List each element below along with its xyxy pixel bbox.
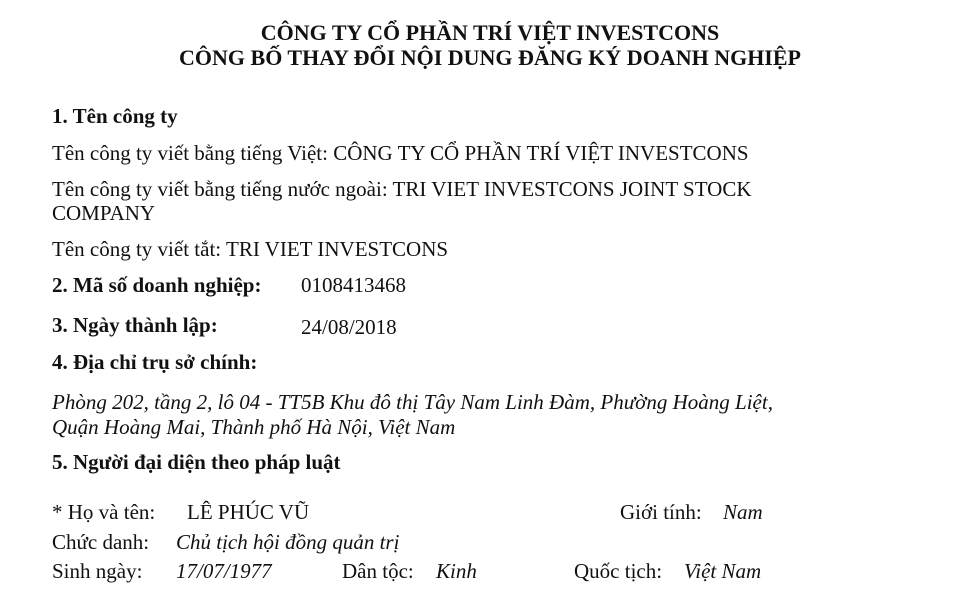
address-line2: Quận Hoàng Mai, Thành phố Hà Nội, Việt Nam [52, 415, 456, 439]
section5-heading: 5. Người đại diện theo pháp luật [52, 450, 341, 474]
name-label: * Họ và tên: [52, 500, 156, 524]
section1-heading: 1. Tên công ty [52, 104, 178, 128]
ethnicity-value: Kinh [436, 559, 477, 583]
short-company-name: Tên công ty viết tắt: TRI VIET INVESTCONS [52, 237, 449, 261]
ethnicity-label: Dân tộc: [342, 559, 414, 583]
nationality-value: Việt Nam [684, 559, 762, 583]
enterprise-code-value: 0108413468 [301, 273, 406, 297]
founding-date-value: 24/08/2018 [301, 315, 397, 339]
gender-label: Giới tính: [620, 500, 702, 524]
dob-value: 17/07/1977 [176, 559, 272, 583]
nationality-label: Quốc tịch: [574, 559, 663, 583]
address-line1: Phòng 202, tầng 2, lô 04 - TT5B Khu đô thị Tây Nam Linh Đàm, Phường Hoàng Liệt, [52, 390, 773, 414]
foreign-company-name-line2: COMPANY [52, 201, 156, 225]
announcement-title: CÔNG BỐ THAY ĐỔI NỘI DUNG ĐĂNG KÝ DOANH NGHIỆP [179, 45, 801, 70]
position-value: Chủ tịch hội đồng quản trị [176, 530, 400, 554]
vn-company-name: Tên công ty viết bằng tiếng Việt: CÔNG TY CỔ PHẦN TRÍ VIỆT INVESTCONS [52, 141, 749, 165]
section3-label: 3. Ngày thành lập: [52, 313, 218, 337]
foreign-company-name-line1: Tên công ty viết bằng tiếng nước ngoài: TRI VIET INVESTCONS JOINT STOCK [52, 177, 752, 201]
position-label: Chức danh: [52, 530, 150, 554]
section4-heading: 4. Địa chỉ trụ sở chính: [52, 350, 258, 374]
gender-value: Nam [723, 500, 763, 524]
dob-label: Sinh ngày: [52, 559, 143, 583]
name-value: LÊ PHÚC VŨ [187, 500, 310, 524]
section2-label: 2. Mã số doanh nghiệp: [52, 273, 262, 297]
company-title: CÔNG TY CỔ PHẦN TRÍ VIỆT INVESTCONS [260, 20, 720, 45]
